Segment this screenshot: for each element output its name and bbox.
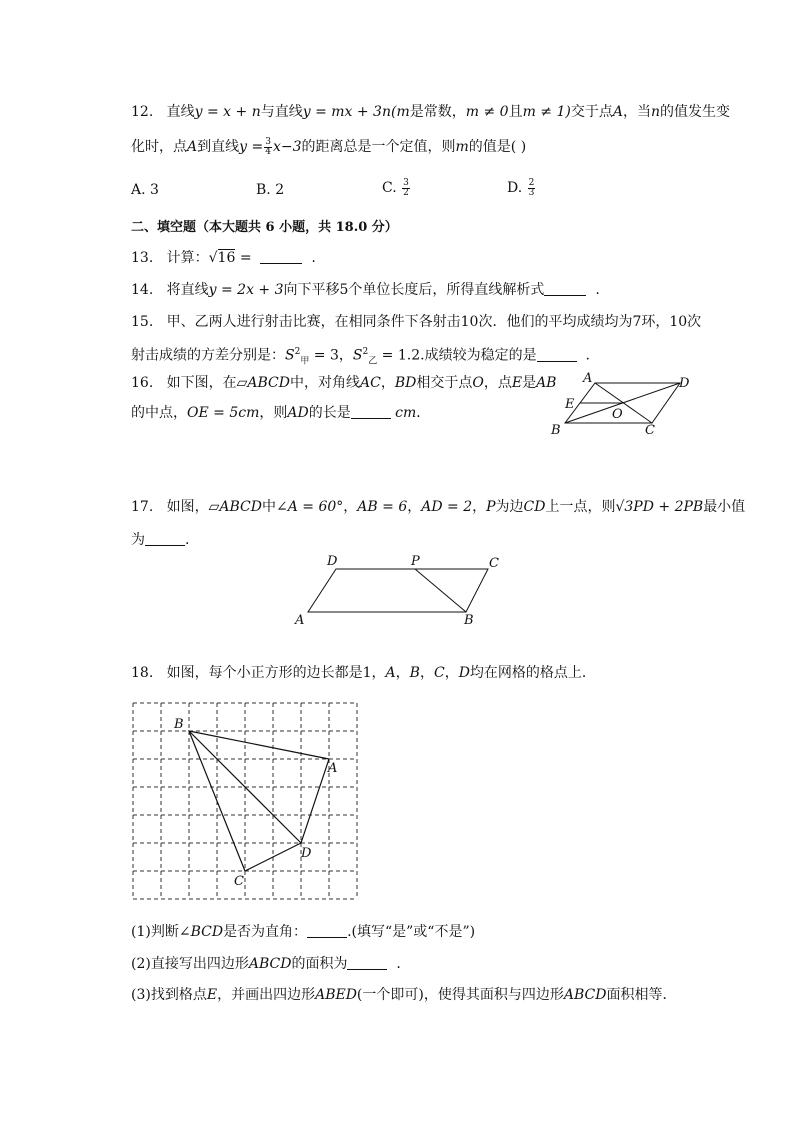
q18-text: ，并画出四边形 — [217, 987, 316, 1003]
q17-segment-pb — [415, 569, 466, 612]
variance-value: = 3， — [309, 347, 353, 364]
q17-expr: √3PD + 2PB — [615, 499, 704, 515]
section-heading: 二、填空题（本大题共 6 小题，共 18.0 分） — [131, 220, 398, 235]
fraction-numerator: 3 — [403, 177, 409, 188]
q18-text: ， — [395, 665, 410, 681]
q17-text: ， — [472, 499, 487, 515]
q12-fraction — [264, 138, 272, 157]
q18-text: 是否为直角： — [223, 924, 308, 940]
q17-line1 — [131, 497, 745, 517]
q16-unit: cm — [395, 405, 417, 421]
q12-expr: y = mx + 3n(m — [302, 104, 410, 120]
q12-text: ，当 — [622, 104, 651, 120]
q17-text: 为边 — [495, 499, 524, 515]
sqrt-icon: √ — [208, 250, 218, 266]
q18-expr: ABCD — [563, 987, 607, 1003]
q16-text: ，点 — [483, 375, 512, 391]
q17-parallelogram-figure — [290, 553, 505, 628]
option-label: D. — [507, 180, 523, 196]
q17-number: 17. — [131, 499, 154, 515]
q12-text: 直线 — [166, 104, 195, 120]
variance-sub: 乙 — [368, 356, 378, 367]
q17-expr: ▱ABCD — [208, 499, 262, 515]
q18-text: ， — [444, 665, 459, 681]
q17-text: 中 — [262, 499, 276, 515]
q18-expr: ABCD — [248, 956, 292, 972]
q12-text: 的距离总是一个定值，则 — [301, 139, 456, 155]
q14 — [131, 280, 600, 300]
q17-expr: AB = 6 — [357, 499, 408, 515]
q12-line2 — [131, 137, 526, 157]
q18-sub2 — [131, 954, 401, 974]
q16-text: 的中点， — [131, 405, 187, 421]
q17-expr: CD — [523, 499, 546, 515]
q16-answer-blank[interactable] — [351, 404, 391, 419]
q16-line1 — [131, 373, 556, 393]
q18-text: 面积相等． — [606, 987, 677, 1003]
q18-text: (一个即可)，使得其面积与四边形 — [356, 987, 564, 1003]
q18-label-a: A — [328, 761, 338, 776]
q12-option-c[interactable] — [382, 178, 411, 198]
q16-text: 的长是 — [308, 405, 351, 421]
q16-label-e: E — [565, 397, 575, 412]
q12-expr: y = x + n — [194, 104, 261, 120]
q16-text: ，则 — [259, 405, 288, 421]
q17-expr: P — [486, 499, 496, 515]
q16-expr: OE = 5cm — [187, 405, 260, 421]
q16-expr: AC — [360, 375, 381, 391]
q18-expr: B — [409, 665, 420, 681]
variance-sub: 甲 — [300, 356, 310, 367]
sqrt-radicand: 16 — [217, 250, 236, 266]
q12-option-a[interactable]: A. 3 — [131, 182, 159, 198]
q13 — [131, 248, 316, 268]
q12-expr: x−3 — [272, 139, 302, 155]
q16-expr: ▱ABCD — [236, 375, 290, 391]
q12-expr: m ≠ 0 — [465, 104, 509, 120]
q17-expr: ∠A = 60° — [276, 499, 344, 515]
q18-sub1 — [131, 922, 475, 942]
q16-expr: AD — [287, 405, 309, 421]
q16-end: ． — [416, 405, 431, 421]
q12-text: 的值是( ) — [468, 139, 527, 155]
q16-expr: E — [511, 375, 523, 391]
q15-number: 15. — [131, 314, 154, 330]
q12-number: 12. — [131, 104, 154, 120]
q13-text: = — [235, 250, 257, 266]
q17-label-d: D — [327, 554, 338, 569]
q12-line1 — [131, 102, 730, 122]
q16-text: 是 — [522, 375, 537, 391]
q15-text: 成绩较为稳定的是 — [424, 347, 537, 364]
q18-grid-figure — [128, 698, 363, 908]
fraction-denominator: 3 — [528, 187, 535, 198]
q17-text: 最小值 — [703, 499, 746, 515]
q16-label-b: B — [551, 423, 561, 437]
q13-number: 13. — [131, 250, 154, 266]
q16-expr: AB — [536, 375, 557, 391]
q17-line2 — [131, 530, 189, 550]
option-fraction — [528, 179, 536, 198]
q12-expr: A — [187, 139, 198, 155]
q18-text: (2)直接写出四边形 — [131, 956, 249, 972]
q18-expr: C — [433, 665, 445, 681]
option-fraction — [402, 179, 410, 198]
q17-text: 上一点，则 — [545, 499, 616, 515]
q14-text: 向下平移5个单位长度后，所得直线解析式 — [283, 282, 545, 298]
q18-expr: ABED — [315, 987, 357, 1003]
q14-number: 14. — [131, 282, 154, 298]
q16-label-c: C — [645, 423, 655, 437]
q14-answer-blank[interactable] — [544, 281, 586, 296]
q12-expr: y = — [239, 139, 264, 155]
q15-line1 — [131, 312, 701, 332]
q18-number: 18. — [131, 665, 154, 681]
variance-sup: 2 — [294, 347, 301, 357]
q15-line2 — [131, 342, 590, 371]
variance-symbol: S — [285, 347, 295, 364]
q14-end: . — [595, 282, 600, 298]
q18-line1 — [131, 663, 596, 683]
q12-option-b[interactable]: B. 2 — [256, 182, 285, 198]
q14-expr: y = 2x + 3 — [208, 282, 284, 298]
q15-answer-blank[interactable] — [537, 347, 577, 362]
q18-expr: E — [206, 987, 218, 1003]
q14-text: 将直线 — [166, 282, 209, 298]
q18-sub3 — [131, 985, 676, 1005]
q18-text: (3)找到格点 — [131, 987, 207, 1003]
variance-symbol: S — [352, 347, 363, 364]
q12-text: 且 — [508, 104, 523, 120]
q15-text: 甲、乙两人进行射击比赛，在相同条件下各射击10次．他们的平均成绩均为7环，10次 — [166, 314, 702, 330]
q17-text: ， — [407, 499, 422, 515]
q15-end: . — [585, 347, 590, 364]
q17-expr: AD = 2 — [421, 499, 473, 515]
fraction-denominator: 4 — [265, 146, 271, 157]
q16-text: 中，对角线 — [290, 375, 360, 391]
q13-answer-blank[interactable] — [260, 249, 302, 264]
q16-parallelogram-figure — [545, 372, 700, 437]
q17-label-a: A — [295, 613, 305, 628]
q18-text: 如图，每个小正方形的边长都是1， — [166, 665, 386, 681]
q12-text: 到直线 — [197, 139, 240, 155]
q18-expr: D — [458, 665, 470, 681]
q16-label-a: A — [583, 372, 593, 386]
q18-text: .(填写“是”或“不是”) — [347, 924, 476, 940]
variance-value: = 1.2. — [377, 347, 425, 364]
q18-expr: ∠BCD — [178, 924, 224, 940]
q18-label-c: C — [234, 874, 244, 889]
q17-text: 为 — [131, 532, 145, 548]
q12-expr: n — [650, 104, 660, 120]
fraction-numerator: 3 — [265, 136, 271, 147]
q17-answer-blank[interactable] — [145, 531, 185, 546]
q18-label-d: D — [301, 846, 312, 861]
q17-label-p: P — [411, 554, 420, 569]
q18-text: 均在网格的格点上． — [469, 665, 596, 681]
q12-text: 是常数， — [409, 104, 466, 120]
q12-option-d[interactable] — [507, 178, 536, 198]
q18-expr: A — [385, 665, 396, 681]
q18-label-b: B — [174, 717, 184, 732]
fraction-denominator: 2 — [403, 187, 409, 198]
q18-text: 的面积为 — [291, 956, 348, 972]
q12-expr: A — [612, 104, 623, 120]
q18-end: . — [396, 956, 401, 972]
q16-expr: BD — [394, 375, 417, 391]
q18-sub1-answer-blank[interactable] — [307, 923, 347, 938]
variance-sup: 2 — [362, 347, 369, 357]
q16-text: 如下图，在 — [166, 375, 237, 391]
q12-expr: m ≠ 1) — [522, 104, 571, 120]
q13-text: 计算： — [166, 250, 209, 266]
q12-text: 的值发生变 — [660, 104, 730, 120]
q17-label-b: B — [464, 613, 474, 628]
q16-expr: O — [472, 375, 484, 391]
q17-parallelogram — [308, 569, 488, 612]
q12-text: 化时，点 — [131, 139, 187, 155]
q17-text: 如图， — [166, 499, 209, 515]
q17-label-c: C — [489, 556, 499, 571]
q17-text: ， — [343, 499, 358, 515]
q16-label-o: O — [612, 407, 623, 422]
q18-sub2-answer-blank[interactable] — [347, 955, 387, 970]
option-label: C. — [382, 180, 397, 196]
q12-text: 交于点 — [570, 104, 613, 120]
q18-text: ， — [419, 665, 434, 681]
q18-text: (1)判断 — [131, 924, 179, 940]
fraction-numerator: 2 — [528, 177, 535, 188]
q16-text: ， — [380, 375, 395, 391]
q17-end: . — [185, 532, 190, 548]
q12-text: 与直线 — [260, 104, 303, 120]
q16-text: 相交于点 — [416, 375, 473, 391]
q12-expr: m — [455, 139, 469, 155]
q16-line2 — [131, 403, 430, 423]
q16-label-d: D — [679, 376, 690, 391]
q15-text: 射击成绩的方差分别是： — [131, 347, 285, 364]
q16-number: 16. — [131, 375, 154, 391]
q13-end: . — [311, 250, 316, 266]
